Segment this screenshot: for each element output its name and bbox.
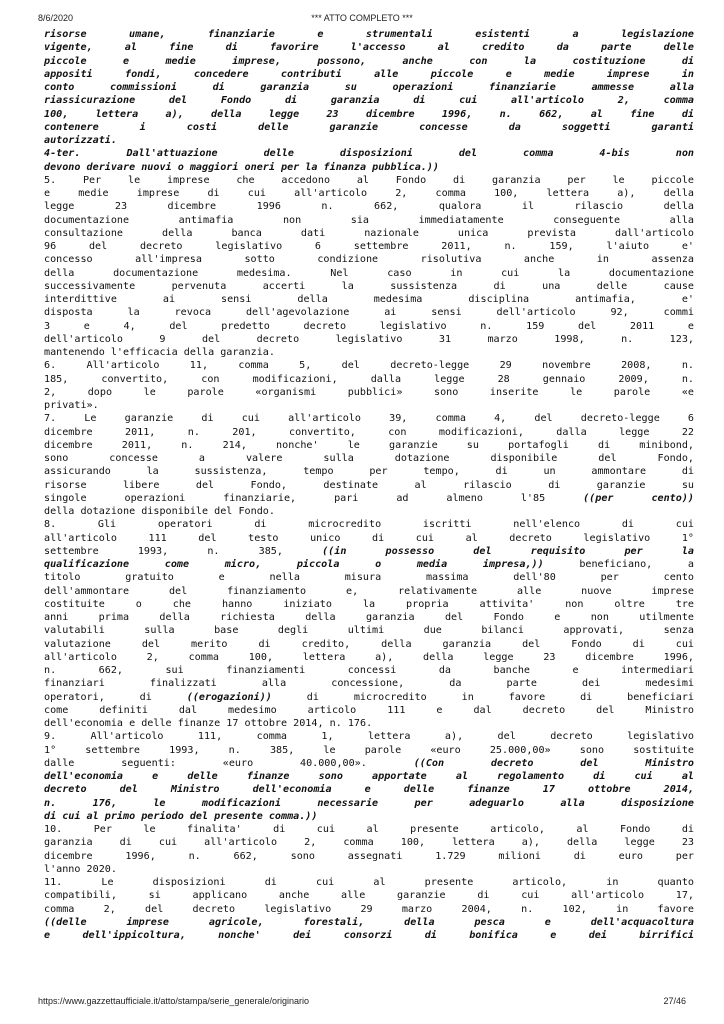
line-text: 10. Per le finalita' di cui al presente articolo, al Fondo di — [44, 824, 694, 835]
text-line — [44, 253, 694, 266]
text-line — [44, 916, 694, 929]
text-line — [44, 598, 694, 611]
line-text: ((delle imprese agricole, forestali, della pesca e dell'acquacoltura — [44, 916, 694, 928]
line-text: 1° settembre 1993, n. 385, le parole «euro 25.000,00» sono sostituite — [44, 744, 694, 756]
text-line — [44, 346, 694, 359]
line-text: 185, convertito, con modificazioni, dalla legge 28 gennaio 2009, n. — [44, 373, 694, 385]
line-text: 2, dopo le parole «organismi pubblici» sono inserite le parole «e — [44, 386, 694, 398]
text-line — [44, 147, 694, 160]
text-line — [44, 28, 694, 41]
text-line — [44, 889, 694, 902]
line-text: garanzia di cui all'articolo 2, comma 100, lettera a), della legge 23 — [44, 837, 694, 849]
line-text: dalle seguenti: «euro 40.000,00». — [44, 757, 367, 769]
line-text: piccole e medie imprese, possono, anche con la costituzione di — [44, 55, 694, 67]
text-line — [44, 624, 694, 637]
text-line — [44, 532, 694, 545]
text-line — [44, 267, 694, 280]
line-text-tail: beneficiano, a — [543, 559, 694, 570]
line-text: assicurando la sussistenza, tempo per tempo, di un ammontare di — [44, 466, 694, 478]
text-line — [44, 293, 694, 306]
text-line — [44, 850, 694, 863]
line-text: devono derivare nuovi o maggiori oneri per la finanza pubblica.)) — [44, 161, 440, 173]
text-line — [44, 876, 694, 889]
text-line — [44, 545, 694, 558]
text-line — [44, 439, 694, 452]
text-line — [44, 651, 694, 664]
text-line — [44, 174, 694, 187]
text-line — [44, 585, 694, 598]
line-text: riassicurazione del Fondo di garanzia di cui all'articolo 2, comma — [44, 95, 694, 107]
line-text: autorizzati. — [44, 135, 117, 146]
text-line — [44, 452, 694, 465]
line-text: dicembre 2011, n. 201, convertito, con modificazioni, dalla legge 22 — [44, 426, 694, 438]
line-text: l'anno 2020. — [44, 863, 117, 875]
page-number: 27/46 — [663, 996, 686, 1006]
text-line — [44, 108, 694, 121]
text-line — [44, 55, 694, 68]
text-line — [44, 333, 694, 346]
text-line — [44, 134, 694, 147]
line-text: contenere i costi delle garanzie concesse da soggetti garanti — [44, 121, 694, 133]
line-text: 3 e 4, del predetto decreto legislativo n. 159 del 2011 e — [44, 320, 694, 332]
print-header — [0, 13, 724, 25]
line-text: singole operazioni finanziarie, pari ad almeno l'85 — [44, 492, 546, 504]
line-text: come definiti dal medesimo articolo 111 e dal decreto del Ministro — [44, 704, 694, 716]
line-text: dell'economia e delle finanze sono apportate al regolamento di cui al — [44, 771, 694, 782]
line-text: della documentazione medesima. Nel caso in cui la documentazione — [44, 267, 694, 279]
line-text: decreto del Ministro dell'economia e delle finanze 17 ottobre 2014, — [44, 784, 694, 796]
text-line — [44, 465, 694, 478]
line-text: all'articolo 2, comma 100, lettera a), della legge 23 dicembre 1996, — [44, 651, 694, 663]
line-text: dicembre 1996, n. 662, sono assegnati 1.729 milioni di euro per — [44, 850, 694, 862]
line-text: 8. Gli operatori di microcredito iscritti nell'elenco di cui — [44, 519, 694, 531]
line-text: successivamente pervenuta accerti la sussistenza di una delle cause — [44, 280, 694, 292]
line-text: 11. Le disposizioni di cui al presente articolo, in quanto — [44, 877, 694, 888]
line-text: compatibili, si applicano anche alle garanzie di cui all'articolo 17, — [44, 890, 694, 902]
text-line — [44, 412, 694, 425]
text-line — [44, 757, 694, 770]
source-url: https://www.gazzettaufficiale.it/atto/stampa/serie_generale/originario — [38, 996, 309, 1006]
line-text: privati». — [44, 400, 99, 411]
document-body — [44, 28, 694, 942]
line-text: settembre 1993, n. 385, — [44, 545, 283, 557]
text-line — [44, 479, 694, 492]
text-line — [44, 492, 694, 505]
line-text: comma 2, del decreto legislativo 29 marzo 2004, n. 102, in favore — [44, 903, 694, 915]
line-text: dell'articolo 9 del decreto legislativo 31 marzo 1998, n. 123, — [44, 333, 694, 345]
text-line — [44, 94, 694, 107]
text-line — [44, 505, 694, 518]
line-text: concesso all'impresa sotto condizione risolutiva anche in assenza — [44, 254, 694, 266]
line-text: e medie imprese di cui all'articolo 2, comma 100, lettera a), della — [44, 188, 694, 199]
line-text: dell'economia e delle finanze 17 ottobre 2014, n. 176. — [44, 718, 373, 729]
text-line — [44, 280, 694, 293]
line-text: 96 del decreto legislativo 6 settembre 2011, n. 159, l'aiuto e' — [44, 241, 694, 252]
text-line — [44, 373, 694, 386]
line-text: 4-ter. Dall'attuazione delle disposizioni del comma 4-bis non — [44, 148, 694, 160]
text-line — [44, 81, 694, 94]
line-text: 7. Le garanzie di cui all'articolo 39, comma 4, del decreto-legge 6 — [44, 413, 694, 425]
text-line — [44, 240, 694, 253]
text-line — [44, 638, 694, 651]
text-line — [44, 611, 694, 624]
line-text: anni prima della richiesta della garanzia del Fondo e non utilmente — [44, 612, 694, 623]
text-line — [44, 770, 694, 783]
line-text: all'articolo 111 del testo unico di cui al decreto legislativo 1° — [44, 532, 694, 544]
text-line — [44, 214, 694, 227]
amendment-text: ((erogazioni)) — [186, 691, 272, 703]
text-line — [44, 161, 694, 174]
line-text: e dell'ippicoltura, nonche' dei consorzi di bonifica e dei birrifici — [44, 930, 694, 941]
line-text: dell'ammontare del finanziamento e, relativamente alle nuove imprese — [44, 585, 694, 597]
text-line — [44, 863, 694, 876]
print-date: 8/6/2020 — [38, 13, 74, 23]
line-text: valutabili sulla base degli ultimi due bilanci approvati, senza — [44, 625, 694, 637]
text-line — [44, 227, 694, 240]
line-text: finanziari finalizzati alla concessione, da parte dei medesimi — [44, 678, 694, 690]
text-line — [44, 359, 694, 372]
line-text: mantenendo l'efficacia della garanzia. — [44, 347, 275, 358]
line-text: dicembre 2011, n. 214, nonche' le garanzie su portafogli di minibond, — [44, 439, 694, 451]
print-footer — [0, 996, 724, 1008]
text-line — [44, 836, 694, 849]
text-line — [44, 306, 694, 319]
text-line — [44, 783, 694, 796]
text-line — [44, 200, 694, 213]
line-text: 100, lettera a), della legge 23 dicembre 1996, n. 662, al fine di — [44, 108, 694, 120]
text-line — [44, 426, 694, 439]
line-text: risorse libere del Fondo, destinate al rilascio di garanzie su — [44, 479, 694, 491]
line-text: risorse umane, finanziarie e strumentali esistenti a legislazione — [44, 29, 694, 40]
line-text: appositi fondi, concedere contributi alle piccole e medie imprese in — [44, 68, 694, 80]
document-title: *** ATTO COMPLETO *** — [311, 13, 413, 23]
text-line — [44, 744, 694, 757]
text-line — [44, 823, 694, 836]
text-line — [44, 41, 694, 54]
text-line — [44, 320, 694, 333]
text-line — [44, 691, 694, 704]
amendment-text: ((in possesso del requisito per la — [322, 545, 694, 557]
text-line — [44, 797, 694, 810]
line-text-tail: di microcredito in favore di beneficiari — [271, 691, 695, 703]
line-text: documentazione antimafia non sia immediatamente conseguente alla — [44, 214, 694, 226]
text-line — [44, 187, 694, 200]
line-text: legge 23 dicembre 1996 n. 662, qualora il rilascio della — [44, 201, 694, 213]
line-text: conto commissioni di garanzia su operazioni finanziarie ammesse alla — [44, 82, 694, 93]
text-line — [44, 929, 694, 942]
text-line — [44, 399, 694, 412]
line-text: disposta la revoca dell'agevolazione ai sensi dell'articolo 92, commi — [44, 307, 694, 319]
text-line — [44, 730, 694, 743]
text-line — [44, 68, 694, 81]
line-text: vigente, al fine di favorire l'accesso al credito da parte delle — [44, 42, 694, 54]
amendment-text: qualificazione come micro, piccola o media impresa,)) — [44, 559, 544, 570]
line-text: operatori, di — [44, 691, 152, 703]
line-text: interdittive ai sensi della medesima disciplina antimafia, e' — [44, 294, 694, 305]
text-line — [44, 677, 694, 690]
line-text: n. 176, le modificazioni necessarie per adeguarlo alla disposizione — [44, 797, 694, 809]
text-line — [44, 704, 694, 717]
line-text: titolo gratuito e nella misura massima dell'80 per cento — [44, 572, 694, 584]
text-line — [44, 717, 694, 730]
text-line — [44, 558, 694, 571]
line-text: valutazione del merito di credito, della garanzia del Fondo di cui — [44, 638, 694, 650]
text-line — [44, 518, 694, 531]
line-text: della dotazione disponibile del Fondo. — [44, 506, 275, 517]
line-text: 9. All'articolo 111, comma 1, lettera a), del decreto legislativo — [44, 731, 694, 743]
line-text: 6. All'articolo 11, comma 5, del decreto-legge 29 novembre 2008, n. — [44, 360, 694, 372]
line-text: n. 662, sui finanziamenti concessi da banche e intermediari — [44, 665, 694, 676]
line-text: costituite o che hanno iniziato la propria attivita' non oltre tre — [44, 598, 694, 610]
text-line — [44, 810, 694, 823]
text-line — [44, 664, 694, 677]
amendment-text: ((per cento)) — [583, 492, 694, 504]
line-text: 5. Per le imprese che accedono al Fondo di garanzia per le piccole — [44, 174, 694, 186]
amendment-text: ((Con decreto del Ministro — [413, 757, 694, 769]
text-line — [44, 571, 694, 584]
text-line — [44, 903, 694, 916]
line-text: di cui al primo periodo del presente comma.)) — [44, 810, 318, 822]
line-text: consultazione della banca dati nazionale unica prevista dall'articolo — [44, 227, 694, 239]
text-line — [44, 121, 694, 134]
text-line — [44, 386, 694, 399]
line-text: sono concesse a valere sulla dotazione disponibile del Fondo, — [44, 453, 694, 464]
